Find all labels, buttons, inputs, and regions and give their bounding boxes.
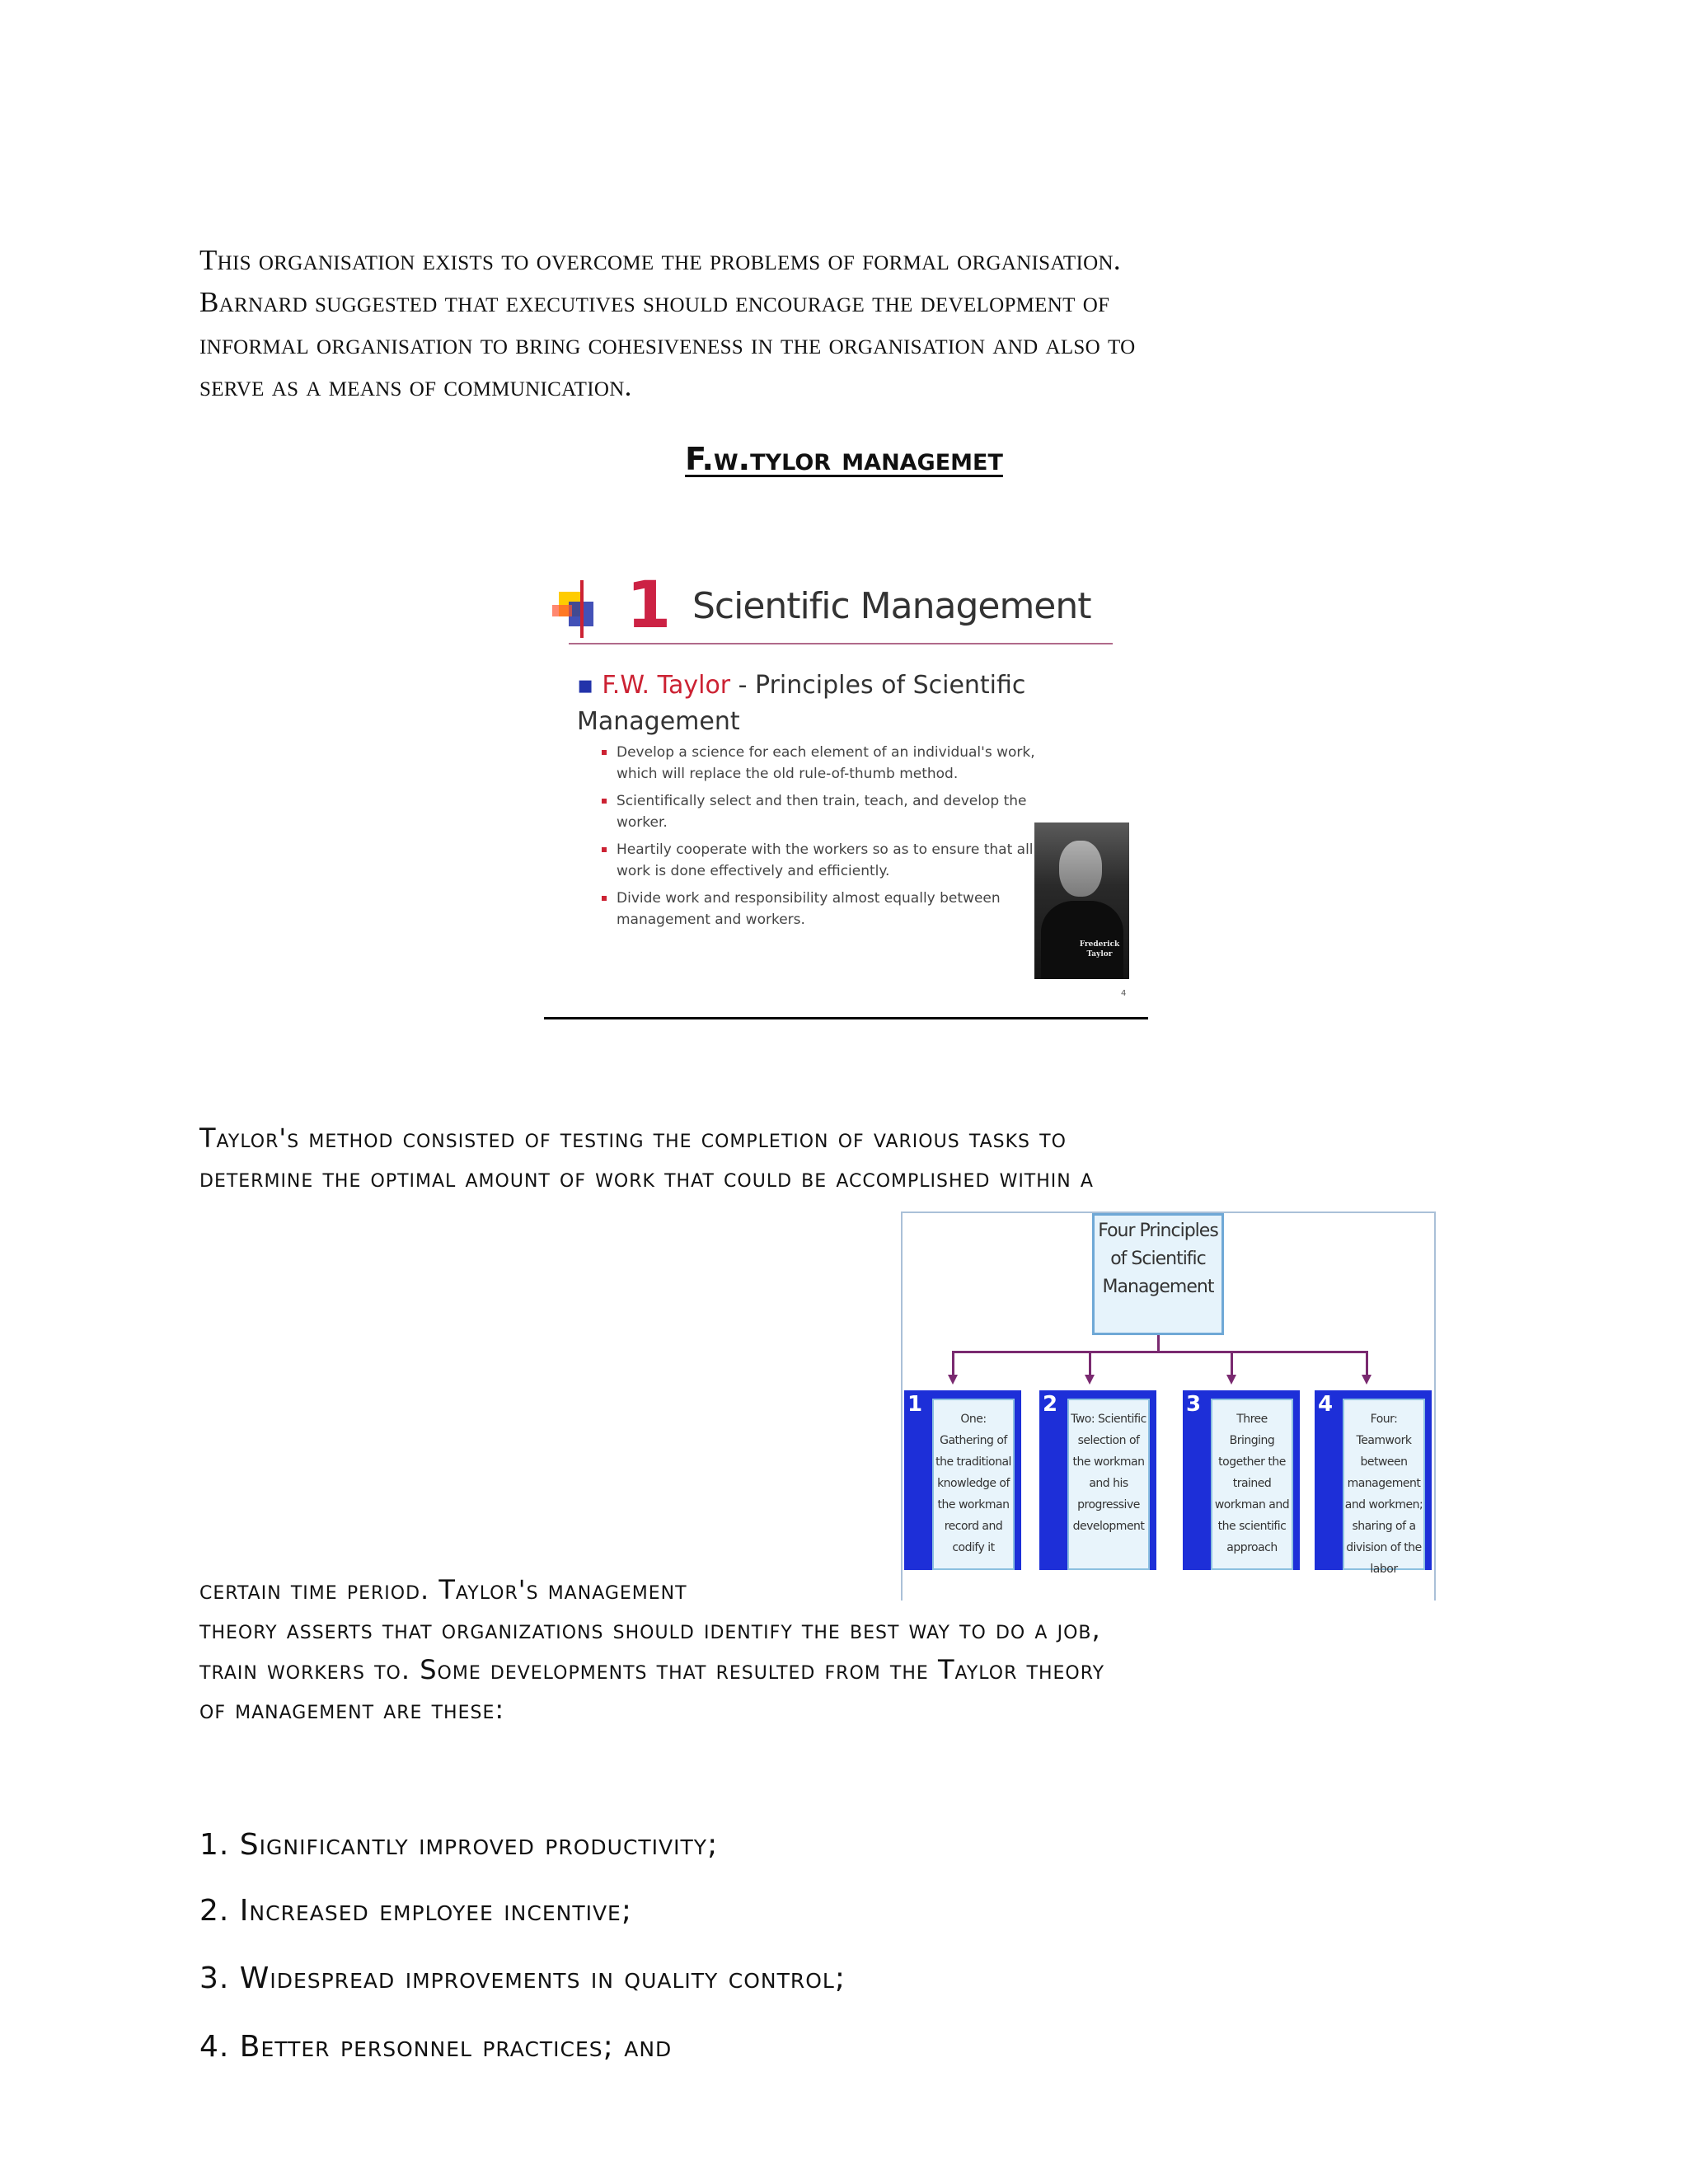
intro-line: serve as a means of communication. [199, 370, 632, 402]
connector-line [952, 1351, 1368, 1353]
slide-title: Scientific Management [692, 585, 1091, 627]
intro-line: informal organisation to bring cohesiveness in the organisation and also to [199, 328, 1136, 360]
principle-number: 3 [1186, 1392, 1202, 1417]
principle-text: Four: Teamwork between management and workmen; sharing of a division of the labor [1343, 1399, 1425, 1570]
intro-paragraph [199, 239, 1485, 407]
arrow-down-icon [1362, 1375, 1372, 1385]
principle-box [1039, 1390, 1156, 1570]
slide-subtitle-name: F.W. Taylor [602, 671, 731, 700]
connector-line [952, 1351, 954, 1376]
scientific-management-slide [544, 560, 1146, 1005]
connector-line [1366, 1351, 1368, 1376]
method-line: certain time period. Taylor's management [199, 1574, 687, 1605]
list-item: 3. Widespread improvements in quality control; [199, 1961, 846, 1995]
principle-number: 4 [1318, 1392, 1334, 1417]
slide-point: Heartily cooperate with the workers so as to ensure that all work is done effectively and efficiently. [602, 839, 1063, 882]
slide-subtitle [577, 668, 1088, 740]
connector-line [1089, 1351, 1091, 1376]
slide-number: 1 [626, 569, 672, 643]
list-item: 1. Significantly improved productivity; [199, 1828, 719, 1862]
principle-text: Two: Scientific selection of the workman and his progressive development [1067, 1399, 1150, 1570]
portrait-caption: Frederick Taylor [1079, 940, 1120, 958]
principle-number: 2 [1043, 1392, 1058, 1417]
slide-subtitle-rest: - Principles of Scientific Management [577, 671, 1026, 736]
intro-line: This organisation exists to overcome the problems of formal organisation. [199, 244, 1121, 276]
taylor-portrait [1034, 823, 1129, 979]
slide-point: Scientifically select and then train, teach, and develop the worker. [602, 790, 1063, 833]
principle-box [1183, 1390, 1300, 1570]
principle-number: 1 [907, 1392, 923, 1417]
four-principles-diagram [901, 1212, 1436, 1601]
connector-line [1231, 1351, 1233, 1376]
arrow-down-icon [948, 1375, 958, 1385]
slide-divider [569, 643, 1113, 644]
intro-line: Barnard suggested that executives should encourage the development of [199, 286, 1110, 318]
principle-box [904, 1390, 1021, 1570]
method-line: train workers to. Some developments that resulted from the Taylor theory [199, 1654, 1105, 1685]
slide-points-list [602, 742, 1063, 936]
principle-box [1315, 1390, 1432, 1576]
slide-page-number: 4 [1121, 989, 1127, 998]
method-line: theory asserts that organizations should identify the best way to do a job, [199, 1614, 1101, 1645]
slide-point: Develop a science for each element of an individual's work, which will replace the old rule-of-thumb method. [602, 742, 1063, 785]
diagram-root-box: Four Principles of Scientific Management [1092, 1213, 1224, 1335]
list-item: 2. Increased employee incentive; [199, 1894, 632, 1928]
image-underline [544, 1017, 1148, 1019]
arrow-down-icon [1226, 1375, 1236, 1385]
bullet-icon: ▪ [577, 671, 594, 700]
method-line: of management are these: [199, 1694, 505, 1725]
principle-text: One: Gathering of the traditional knowledge of the workman record and codify it [932, 1399, 1015, 1570]
slide-point: Divide work and responsibility almost equally between management and workers. [602, 888, 1063, 930]
slide-logo-icon [552, 577, 618, 643]
principle-text: Three Bringing together the trained workman and the scientific approach [1211, 1399, 1293, 1570]
section-heading: F.w.tylor managemet [685, 441, 1003, 477]
method-line: determine the optimal amount of work that could be accomplished within a [199, 1162, 1094, 1193]
list-item: 4. Better personnel practices; and [199, 2030, 673, 2064]
connector-line [1157, 1335, 1160, 1352]
method-line: Taylor's method consisted of testing the completion of various tasks to [199, 1122, 1067, 1154]
arrow-down-icon [1085, 1375, 1095, 1385]
